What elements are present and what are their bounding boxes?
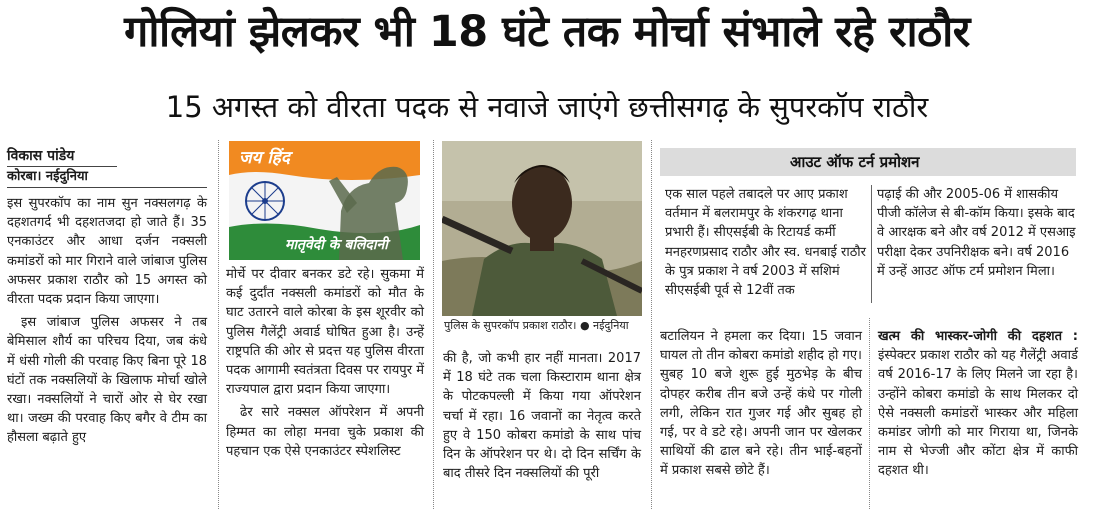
promotion-box-right-text: पढ़ाई की और 2005-06 में शासकीय पीजी कॉलेज से बी-कॉम किया। इसके बाद वे आरक्षक बने और वर्ष 2012 में एसआइ परीक्षा देकर उपनिरीक्षक बने। वर्ष 2016 में उन्हें आउट ऑफ टर्म प्रमोशन मिला। — [877, 187, 1076, 279]
column-5-heading: खत्म की भास्कर-जोगी की दहशत : — [878, 329, 1078, 344]
promotion-box-left — [665, 185, 867, 300]
promotion-box-title — [660, 148, 1076, 176]
promotion-box-right — [877, 185, 1079, 281]
column-2-paragraph-1: मोर्चे पर दीवार बनकर डटे रहे। सुकमा में कई दुर्दांत नक्सली कमांडरों को मौत के घाट उतारने वाले कोरबा के इस शूरवीर को पुलिस गैलेंट्री अवार्ड घोषित हुआ है। उन्हें राष्ट्रपति की ओर से प्रदत्त यह पुलिस वीरता पदक आगामी स्वतंत्रता दिवस पर रायपुर में राज्यपाल द्वारा प्रदान किया जाएगा। — [226, 267, 424, 398]
martyrs-text: मातृवेदी के बलिदानी — [285, 237, 388, 253]
byline-name: विकास पांडेय — [7, 148, 75, 164]
column-2-paragraph-2: ढेर सारे नक्सल ऑपरेशन में अपनी हिम्मत का लोहा मनवा चुके प्रकाश की पहचान एक ऐसे एनकाउंटर स्पेशलिस्ट — [226, 405, 424, 459]
column-4-paragraph-1: बटालियन ने हमला कर दिया। 15 जवान घायल तो तीन कोबरा कमांडो शहीद हो गए। सुबह 10 बजे शुरू हुई मुठभेड़ के बीच दोपहर करीब तीन बजे उन्हें कंधे पर गोली लगी, लेकिन रात गुजर गई और सुबह हो गई, पर वे डटे रहे। अपनी जान पर खेलकर साथियों की ढाल बने रहे। तीन भाई-बहनों में प्रकाश सबसे छोटे हैं। — [660, 329, 862, 479]
column-5-paragraph-1: इंस्पेक्टर प्रकाश राठौर को यह गैलेंट्री अवार्ड वर्ष 2016-17 के लिए मिलने जा रहा है। उन्होंने कोबरा कमांडो के साथ मिलकर दो ऐसे नक्सली कमांडरों भास्कर और महिला कमांडर जोगी को मार गिराया था, जिनके नाम से भेज्जी और कोंटा क्षेत्र में काफी दहशत थी। — [878, 348, 1078, 479]
box-divider — [871, 185, 872, 303]
column-4 — [660, 327, 862, 481]
promotion-box-title-text: आउट ऑफ टर्न प्रमोशन — [790, 153, 920, 171]
column-divider — [869, 318, 870, 509]
column-divider — [433, 140, 434, 509]
headline: गोलियां झेलकर भी 18 घंटे तक मोर्चा संभाले रहे राठौर — [124, 7, 970, 57]
column-1 — [7, 146, 207, 448]
jai-hind-graphic — [229, 141, 420, 260]
promotion-box-left-text: एक साल पहले तबादले पर आए प्रकाश वर्तमान में बलरामपुर के शंकरगढ़ थाना प्रभारी हैं। सीएसईबी के रिटायर्ड कर्मी मनहरणप्रसाद राठौर और स्व. धनबाई राठौर के पुत्र प्रकाश ने वर्ष 2003 में सशिमं सीएसईबी पूर्व से 12वीं तक — [665, 187, 866, 299]
subheadline: 15 अगस्त को वीरता पदक से नवाजे जाएंगे छत्तीसगढ़ के सुपरकॉप राठौर — [165, 90, 929, 124]
jai-hind-text: जय हिंद — [239, 148, 290, 168]
column-2 — [226, 265, 424, 461]
byline-place: कोरबा। नईदुनिया — [7, 169, 88, 184]
photo-caption: पुलिस के सुपरकॉप प्रकाश राठौर। ● नईदुनिया — [444, 319, 629, 332]
column-5 — [878, 327, 1078, 481]
column-3-paragraph-1: की है, जो कभी हार नहीं मानता। 2017 में 18 घंटे तक चला किस्टाराम थाना क्षेत्र के पोटकपल्ली में किया गया ऑपरेशन चर्चा में रहा। 16 जवानों का नेतृत्व करते हुए वे 150 कोबरा कमांडो के साथ पांच दिन के ऑपरेशन पर थे। दो दिन सर्चिंग के बाद तीसरे दिन नक्सलियों की पूरी — [443, 351, 641, 482]
column-1-paragraph-2: इस जांबाज पुलिस अफसर ने तब बेमिसाल शौर्य का परिचय दिया, जब कंधे में धंसी गोली की परवाह किए बिना पूरे 18 घंटों तक नक्सलियों के खिलाफ मोर्चा खोले रखा। नक्सलियों ने चारों ओर से घेर रखा था। जख्म की परवाह किए बगैर वे टीम का हौसला बढ़ाते हुए — [7, 315, 207, 446]
column-1-paragraph-1: इस सुपरकॉप का नाम सुन नक्सलगढ़ के दहशतगर्द भी दहशतजदा हो जाते हैं। 35 एनकाउंटर और आधा दर्जन नक्सली कमांडरों को मार गिराने वाले जांबाज पुलिस अफसर प्रकाश राठौर को 15 अगस्त को वीरता पदक प्रदान किया जाएगा। — [7, 196, 207, 308]
column-divider — [651, 140, 652, 509]
column-divider — [218, 140, 219, 509]
column-3 — [443, 349, 641, 483]
portrait-photo — [442, 141, 642, 316]
